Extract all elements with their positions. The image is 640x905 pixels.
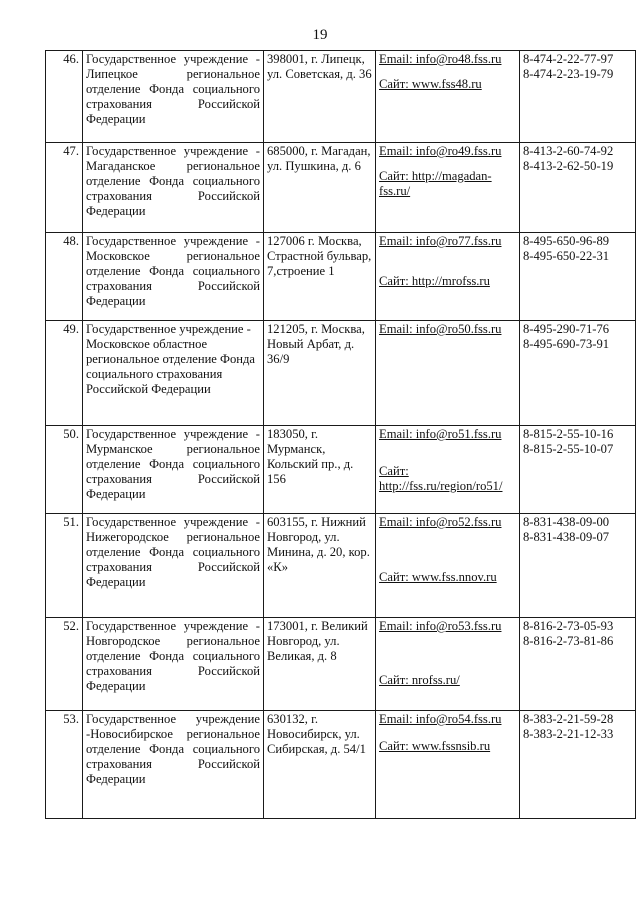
web-contacts <box>376 143 520 233</box>
email-link[interactable]: Email: info@ro52.fss.ru <box>379 515 502 529</box>
phone-number: 8-815-2-55-10-16 <box>523 427 614 441</box>
row-number: 49. <box>46 321 83 426</box>
row-number: 48. <box>46 233 83 321</box>
phone-number: 8-413-2-62-50-19 <box>523 159 614 173</box>
phone-number: 8-816-2-73-05-93 <box>523 619 614 633</box>
office-address: 398001, г. Липецк, ул. Советская, д. 36 <box>264 51 376 143</box>
phone-number: 8-495-650-96-89 <box>523 234 610 248</box>
row-number: 46. <box>46 51 83 143</box>
email-link[interactable]: Email: info@ro54.fss.ru <box>379 712 502 726</box>
office-address: 183050, г. Мурманск, Кольский пр., д. 156 <box>264 426 376 514</box>
web-contacts <box>376 233 520 321</box>
row-number: 47. <box>46 143 83 233</box>
row-number: 53. <box>46 711 83 819</box>
phones <box>520 143 636 233</box>
phone-number: 8-474-2-23-19-79 <box>523 67 614 81</box>
email-link[interactable]: Email: info@ro50.fss.ru <box>379 322 502 336</box>
web-contacts <box>376 711 520 819</box>
phone-number: 8-474-2-22-77-97 <box>523 52 614 66</box>
office-name: Государственное учреждение - Московское региональное отделение Фонда социального страхования Российской Федерации <box>83 233 264 321</box>
web-contacts <box>376 514 520 618</box>
phone-number: 8-383-2-21-59-28 <box>523 712 614 726</box>
site-link[interactable]: Сайт: www.fss.nnov.ru <box>379 570 497 584</box>
phones <box>520 51 636 143</box>
office-name: Государственное учреждение - Новгородское региональное отделение Фонда социального страхования Российской Федерации <box>83 618 264 711</box>
office-address: 685000, г. Магадан, ул. Пушкина, д. 6 <box>264 143 376 233</box>
phone-number: 8-831-438-09-07 <box>523 530 610 544</box>
office-address: 127006 г. Москва, Страстной бульвар, 7,строение 1 <box>264 233 376 321</box>
site-link[interactable]: Сайт: nrofss.ru/ <box>379 673 460 687</box>
table-row <box>46 143 636 233</box>
table-row <box>46 711 636 819</box>
email-link[interactable]: Email: info@ro49.fss.ru <box>379 144 502 158</box>
email-link[interactable]: Email: info@ro51.fss.ru <box>379 427 502 441</box>
office-address: 121205, г. Москва, Новый Арбат, д. 36/9 <box>264 321 376 426</box>
fss-offices-table <box>45 50 636 819</box>
phone-number: 8-816-2-73-81-86 <box>523 634 614 648</box>
office-name: Государственное учреждение - Московское областное региональное отделение Фонда социального страхования Российской Федерации <box>83 321 264 426</box>
site-link[interactable]: Сайт: www.fssnsib.ru <box>379 739 491 753</box>
page-number: 19 <box>312 27 328 43</box>
row-number: 50. <box>46 426 83 514</box>
office-address: 603155, г. Нижний Новгород, ул. Минина, д. 20, кор. «К» <box>264 514 376 618</box>
table-row <box>46 618 636 711</box>
phones <box>520 233 636 321</box>
web-contacts <box>376 426 520 514</box>
office-name: Государственное учреждение - Магаданское региональное отделение Фонда социального страхования Российской Федерации <box>83 143 264 233</box>
table-row <box>46 51 636 143</box>
office-name: Государственное учреждение -Новосибирское региональное отделение Фонда социального страхования Российской Федерации <box>83 711 264 819</box>
phones <box>520 426 636 514</box>
email-link[interactable]: Email: info@ro48.fss.ru <box>379 52 502 66</box>
phone-number: 8-413-2-60-74-92 <box>523 144 614 158</box>
office-address: 630132, г. Новосибирск, ул. Сибирская, д. 54/1 <box>264 711 376 819</box>
site-link[interactable]: Сайт: www.fss48.ru <box>379 77 482 91</box>
phone-number: 8-495-690-73-91 <box>523 337 610 351</box>
web-contacts <box>376 618 520 711</box>
row-number: 52. <box>46 618 83 711</box>
phones <box>520 618 636 711</box>
phone-number: 8-383-2-21-12-33 <box>523 727 614 741</box>
table-row <box>46 426 636 514</box>
table-row <box>46 321 636 426</box>
phone-number: 8-815-2-55-10-07 <box>523 442 614 456</box>
web-contacts <box>376 51 520 143</box>
phone-number: 8-495-290-71-76 <box>523 322 610 336</box>
site-link[interactable]: Сайт: http://magadan-fss.ru/ <box>379 169 492 198</box>
office-name: Государственное учреждение - Мурманское региональное отделение Фонда социального страхования Российской Федерации <box>83 426 264 514</box>
email-link[interactable]: Email: info@ro53.fss.ru <box>379 619 502 633</box>
site-link[interactable]: Сайт: http://mrofss.ru <box>379 274 490 288</box>
office-address: 173001, г. Великий Новгород, ул. Великая, д. 8 <box>264 618 376 711</box>
phones <box>520 321 636 426</box>
office-name: Государственное учреждение - Липецкое региональное отделение Фонда социального страхования Российской Федерации <box>83 51 264 143</box>
table-row <box>46 233 636 321</box>
email-link[interactable]: Email: info@ro77.fss.ru <box>379 234 502 248</box>
site-link[interactable]: Сайт: http://fss.ru/region/ro51/ <box>379 464 503 493</box>
table-row <box>46 514 636 618</box>
phones <box>520 711 636 819</box>
web-contacts <box>376 321 520 426</box>
office-name: Государственное учреждение - Нижегородское региональное отделение Фонда социального страхования Российской Федерации <box>83 514 264 618</box>
row-number: 51. <box>46 514 83 618</box>
phone-number: 8-495-650-22-31 <box>523 249 610 263</box>
phones <box>520 514 636 618</box>
phone-number: 8-831-438-09-00 <box>523 515 610 529</box>
